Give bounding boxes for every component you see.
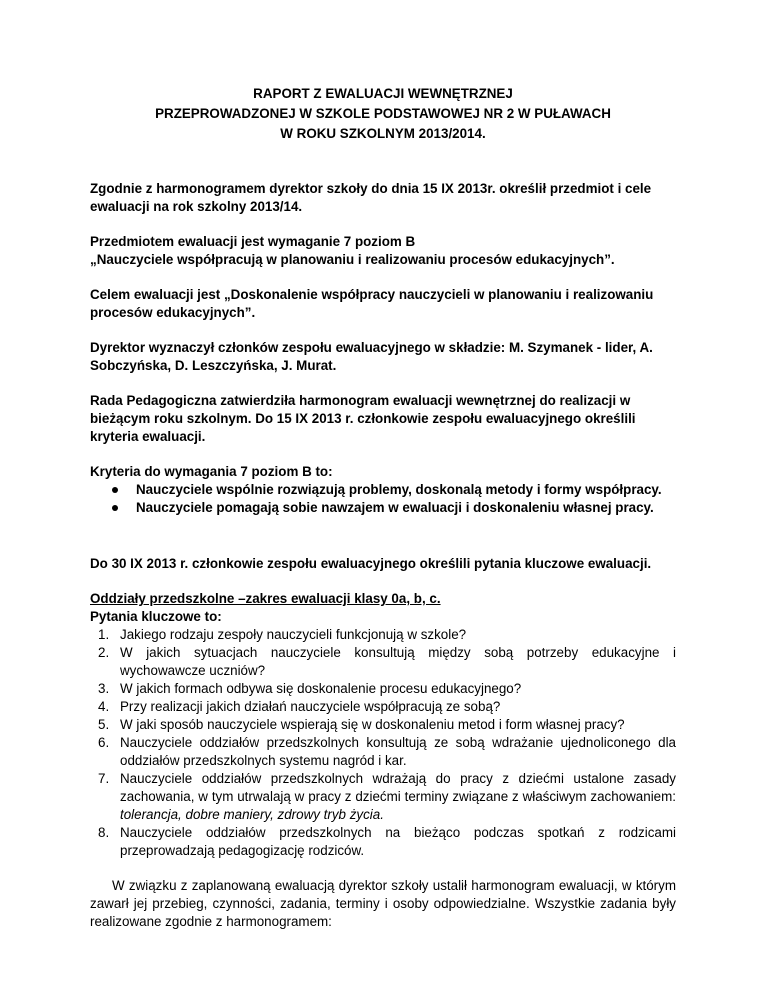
criteria-heading: Kryteria do wymagania 7 poziom B to:: [90, 464, 333, 479]
title-line-3: W ROKU SZKOLNYM 2013/2014.: [280, 126, 486, 141]
title-line-1: RAPORT Z EWALUACJI WEWNĘTRZNEJ: [253, 86, 513, 101]
criteria-item: [90, 481, 676, 499]
paragraph-final: W związku z zaplanowaną ewaluacją dyrektor szkoły ustalił harmonogram ewaluacji, w którym zawarł jej przebieg, czynności, zadania, terminy i osoby odpowiedzialne. Wszystkie zadania były realizowane zgodnie z harmonogramem:: [90, 878, 676, 929]
question-item: 4. Przy realizacji jakich działań nauczyciele współpracują ze sobą?: [98, 699, 501, 714]
paragraph-subject-line-2: „Nauczyciele współpracują w planowaniu i realizowaniu procesów edukacyjnych”.: [90, 252, 615, 267]
bullet-icon: [112, 487, 118, 493]
question-item: 8. Nauczyciele oddziałów przedszkolnych na bieżąco podczas spotkań z rodzicami przeprowadzają pedagogizację rodziców.: [98, 825, 676, 858]
bullet-icon: [112, 505, 118, 511]
criteria-item-text: Nauczyciele wspólnie rozwiązują problemy, doskonalą metody i formy współpracy.: [136, 482, 662, 497]
paragraph-key-questions-date: Do 30 IX 2013 r. członkowie zespołu ewaluacyjnego określili pytania kluczowe ewaluacji.: [90, 556, 652, 571]
questions-heading: Pytania kluczowe to:: [90, 609, 222, 624]
criteria-list: [90, 481, 676, 517]
paragraph-subject-line-1: Przedmiotem ewaluacji jest wymaganie 7 poziom B: [90, 234, 416, 249]
question-item: 3. W jakich formach odbywa się doskonalenie procesu edukacyjnego?: [98, 681, 522, 696]
title-line-2: PRZEPROWADZONEJ W SZKOLE PODSTAWOWEJ NR 2 W PUŁAWACH: [155, 106, 611, 121]
document-page: [90, 84, 676, 931]
criteria-item-text: Nauczyciele pomagają sobie nawzajem w ewaluacji i doskonaleniu własnej pracy.: [136, 500, 654, 515]
paragraph-goal: Celem ewaluacji jest „Doskonalenie współpracy nauczycieli w planowaniu i realizowaniu procesów edukacyjnych”.: [90, 287, 654, 320]
question-item: 6. Nauczyciele oddziałów przedszkolnych konsultują ze sobą wdrażanie ujednoliconego dla oddziałów przedszkolnych systemu nagród i kar.: [98, 735, 676, 768]
criteria-item: [90, 499, 676, 517]
report-title: [90, 84, 676, 144]
question-italic-terms: tolerancja, dobre maniery, zdrowy tryb życia.: [120, 807, 384, 822]
question-item: 2. W jakich sytuacjach nauczyciele konsultują między sobą potrzeby edukacyjne i wychowawcze uczniów?: [98, 645, 676, 678]
question-item: 1. Jakiego rodzaju zespoły nauczycieli funkcjonują w szkole?: [98, 627, 467, 642]
paragraph-council: Rada Pedagogiczna zatwierdziła harmonogram ewaluacji wewnętrznej do realizacji w bieżącym roku szkolnym. Do 15 IX 2013 r. członkowie zespołu ewaluacyjnego określili kryteria ewaluacji.: [90, 393, 636, 444]
questions-list: [90, 626, 676, 860]
section-heading: Oddziały przedszkolne –zakres ewaluacji klasy 0a, b, c.: [90, 591, 441, 606]
question-item: 5. W jaki sposób nauczyciele wspierają się w doskonaleniu metod i form własnej pracy?: [98, 717, 625, 732]
paragraph-team: Dyrektor wyznaczył członków zespołu ewaluacyjnego w składzie: M. Szymanek - lider, A. Sobczyńska, D. Leszczyńska, J. Murat.: [90, 340, 653, 373]
paragraph-subject-set: Zgodnie z harmonogramem dyrektor szkoły do dnia 15 IX 2013r. określił przedmiot i cele ewaluacji na rok szkolny 2013/14.: [90, 181, 652, 214]
question-item: 7. Nauczyciele oddziałów przedszkolnych wdrażają do pracy z dziećmi ustalone zasady zachowania, w tym utrwalają w pracy z dziećmi terminy związane z właściwym zachowaniem: tolerancja, dobre maniery, zdrowy tryb życia.: [98, 771, 676, 822]
